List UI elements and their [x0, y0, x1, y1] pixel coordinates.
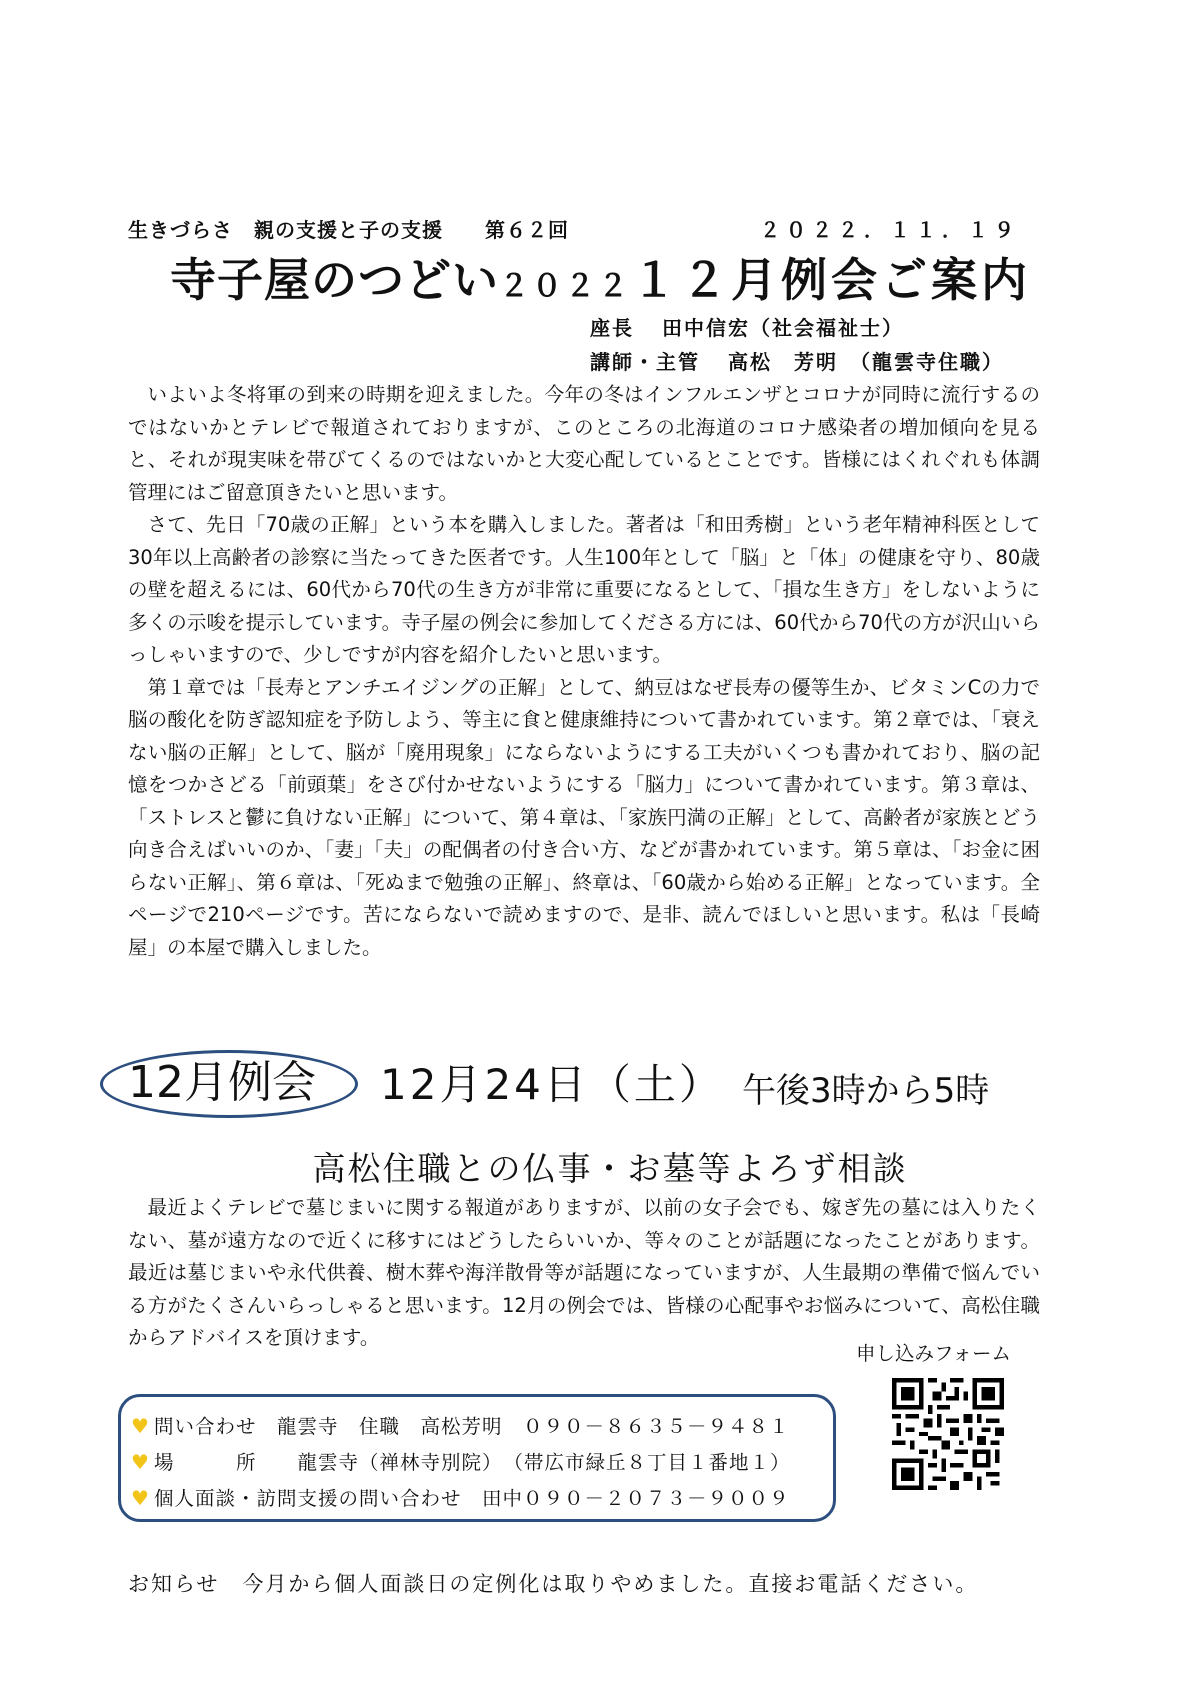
intro-paragraph: いよいよ冬将軍の到来の時期を迎えました。今年の冬はインフルエンザとコロナが同時に流行するのではないかとテレビで報道されておりますが、このところの北海道のコロナ感染者の増加傾向を見ると、それが現実味を帯びてくるのではないかと大変心配しているとことです。皆様にはくれぐれも体調管理にはご留意頂きたいと思います。 [128, 383, 1040, 504]
heart-icon: ♥ [131, 1414, 150, 1438]
chair-role: 座長 [590, 316, 634, 340]
lecturer-name: 高松 芳明 （龍雲寺住職） [728, 350, 1004, 374]
title-main: 寺子屋のつどい [170, 253, 499, 307]
qr-code[interactable] [892, 1378, 1004, 1490]
contact-row [131, 1447, 790, 1475]
lecturer-line [590, 346, 1004, 375]
heart-icon: ♥ [131, 1486, 150, 1510]
detail-paragraph: 最近よくテレビで墓じまいに関する報道がありますが、以前の女子会でも、嫁ぎ先の墓には入りたくない、墓が遠方なので近くに移すにはどうしたらいいか、等々のことが話題になったことがあります。最近は墓じまいや永代供養、樹木葬や海洋散骨等が話題になっていますが、人生最期の準備で悩んでいる方がたくさんいらっしゃると思います。12月の例会では、皆様の心配事やお悩みについて、高松住職からアドバイスを頂けます。 [128, 1196, 1040, 1349]
lecturer-role: 講師・主管 [590, 350, 700, 374]
issue-date: ２０２２．１１．１９ [760, 218, 1020, 242]
application-form-label: 申し込みフォーム [856, 1342, 1012, 1365]
series-label: 生きづらさ 親の支援と子の支援 第６２回 [128, 218, 569, 242]
intro-paragraph: 第１章では「長寿とアンチエイジングの正解」として、納豆はなぜ長寿の優等生か、ビタミンCの力で脳の酸化を防ぎ認知症を予防しよう、等主に食と健康維持について書かれています。第２章では、「衰えない脳の正解」として、脳が「廃用現象」にならないようにする工夫がいくつも書かれており、脳の記憶をつかさどる「前頭葉」をさび付かせないようにする「脳力」について書かれています。第３章は、「ストレスと鬱に負けない正解」について、第４章は、「家族円満の正解」として、高齢者が家族とどう向き合えばいいのか、「妻」「夫」の配偶者の付き合い方、などが書かれています。第５章は、「お金に困らない正解」、第６章は、「死ぬまで勉強の正解」、終章は、「60歳から始める正解」となっています。全ページで210ページです。苦にならないで読めますので、是非、読んでほしいと思います。私は「長崎屋」の本屋で購入しました。 [128, 675, 1040, 959]
page-title [170, 252, 1031, 315]
event-time: 午後3時から5時 [742, 1071, 990, 1111]
event-label: 12月例会 [128, 1057, 316, 1108]
consultation-text [128, 1192, 1040, 1355]
intro-text [128, 379, 1040, 964]
chair-line [590, 312, 904, 341]
contact-text: 場 所 龍雲寺（禅林寺別院） （帯広市緑丘８丁目１番地１） [153, 1451, 791, 1474]
notice-text: お知らせ 今月から個人面談日の定例化は取りやめました。直接お電話ください。 [128, 1572, 979, 1596]
contact-text: 問い合わせ 龍雲寺 住職 高松芳明 ０９０－８６３５－９４８１ [153, 1415, 790, 1438]
event-banner [100, 1050, 1100, 1120]
heart-icon: ♥ [131, 1450, 150, 1474]
consultation-title: 高松住職との仏事・お墓等よろず相談 [312, 1149, 908, 1188]
chair-name: 田中信宏（社会福祉士） [662, 316, 904, 340]
title-year: ２０２２ [499, 269, 631, 304]
contact-row [131, 1411, 789, 1439]
title-month: １２月例会ご案内 [631, 253, 1031, 307]
contact-text: 個人面談・訪問支援の問い合わせ 田中０９０－２０７３－９００９ [153, 1487, 790, 1510]
event-date: 12月24日（土） [380, 1060, 724, 1109]
contact-box [118, 1394, 836, 1522]
intro-paragraph: さて、先日「70歳の正解」という本を購入しました。著者は「和田秀樹」という老年精神科医として30年以上高齢者の診察に当たってきた医者です。人生100年として「脳」と「体」の健康を守り、80歳の壁を超えるには、60代から70代の生き方が非常に重要になるとして、「損な生き方」をしないように多くの示唆を提示しています。寺子屋の例会に参加してくださる方には、60代から70代の方が沢山いらっしゃいますので、少しですが内容を紹介したいと思います。 [128, 513, 1040, 666]
contact-row [131, 1483, 789, 1511]
